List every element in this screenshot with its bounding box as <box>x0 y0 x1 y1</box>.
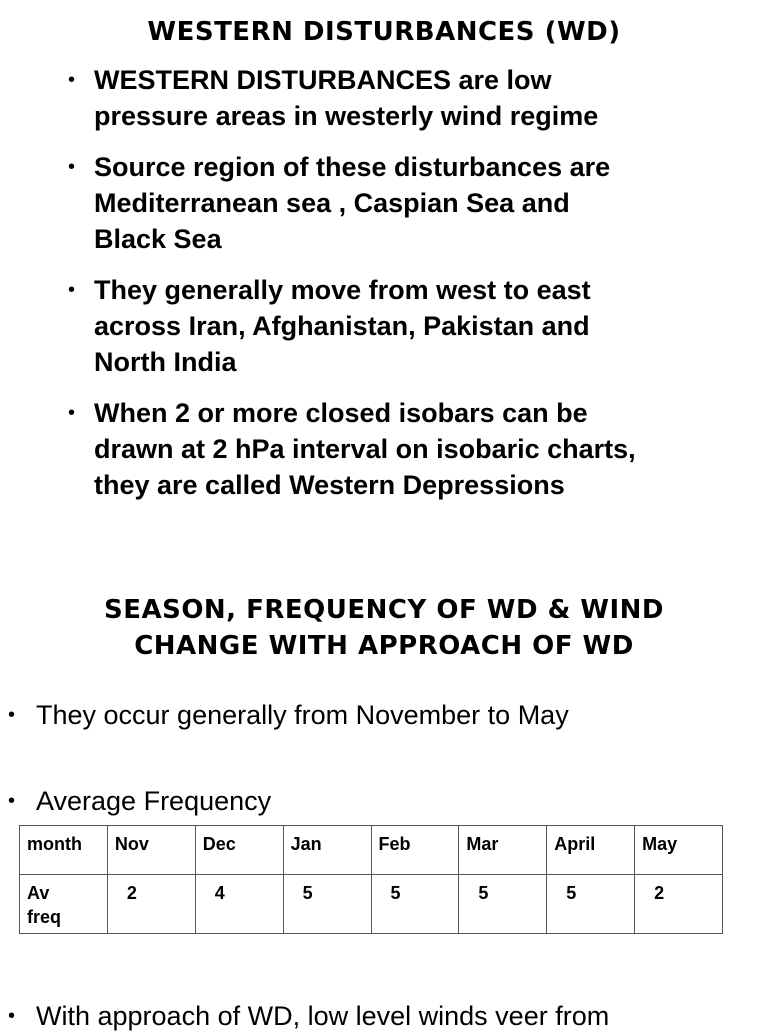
table-header-cell: Dec <box>195 826 283 875</box>
bullet-icon: • <box>8 704 16 726</box>
approach-text: With approach of WD, low level winds veer from <box>36 1001 610 1031</box>
bullet-line: across Iran, Afghanistan, Pakistan and <box>94 311 590 341</box>
bullet-item <box>68 62 636 134</box>
bullet-line: North India <box>94 347 237 377</box>
table-cell: 4 <box>195 875 283 934</box>
table-cell: 2 <box>635 875 723 934</box>
table-cell: 5 <box>547 875 635 934</box>
bullet-line: WESTERN DISTURBANCES are low <box>94 65 552 95</box>
bullet-icon: • <box>8 1005 16 1027</box>
bullet-icon: • <box>68 279 76 301</box>
bullet-line: Black Sea <box>94 224 222 254</box>
table-header-cell: Mar <box>459 826 547 875</box>
bullet-item <box>68 395 636 503</box>
table-row <box>20 875 723 934</box>
occurrence-bullet <box>8 697 569 733</box>
bullet-line: pressure areas in westerly wind regime <box>94 101 599 131</box>
approach-bullet <box>8 998 610 1034</box>
table-header-cell: May <box>635 826 723 875</box>
section2-title-line: CHANGE WITH APPROACH OF WD <box>134 631 634 661</box>
bullet-icon: • <box>68 402 76 424</box>
section1-title: WESTERN DISTURBANCES (WD) <box>147 17 621 47</box>
bullet-icon: • <box>68 156 76 178</box>
table-cell: 5 <box>459 875 547 934</box>
bullet-line: When 2 or more closed isobars can be <box>94 398 588 428</box>
bullet-line: Mediterranean sea , Caspian Sea and <box>94 188 570 218</box>
frequency-table <box>19 825 723 934</box>
table-header-cell: Nov <box>107 826 195 875</box>
average-frequency-bullet <box>8 783 272 819</box>
table-header-cell: Jan <box>283 826 371 875</box>
row-label-line: freq <box>27 907 62 927</box>
section1-bullet-list <box>68 62 636 518</box>
table-header-row <box>20 826 723 875</box>
bullet-line: Source region of these disturbances are <box>94 152 611 182</box>
table-row-label <box>20 875 108 934</box>
bullet-icon: • <box>8 790 16 812</box>
bullet-item <box>68 149 636 257</box>
bullet-line: they are called Western Depressions <box>94 470 565 500</box>
bullet-line: They generally move from west to east <box>94 275 591 305</box>
table-header-cell: month <box>20 826 108 875</box>
row-label-line: Av <box>27 883 50 903</box>
bullet-icon: • <box>68 69 76 91</box>
bullet-item <box>68 272 636 380</box>
occurrence-text: They occur generally from November to May <box>36 700 569 730</box>
section2-title <box>0 592 768 664</box>
table-cell: 5 <box>371 875 459 934</box>
table-header-cell: Feb <box>371 826 459 875</box>
bullet-line: drawn at 2 hPa interval on isobaric charts, <box>94 434 636 464</box>
average-frequency-label: Average Frequency <box>36 786 272 816</box>
table-cell: 5 <box>283 875 371 934</box>
section2-title-line: SEASON, FREQUENCY OF WD & WIND <box>103 595 664 625</box>
table-header-cell: April <box>547 826 635 875</box>
table-cell: 2 <box>107 875 195 934</box>
